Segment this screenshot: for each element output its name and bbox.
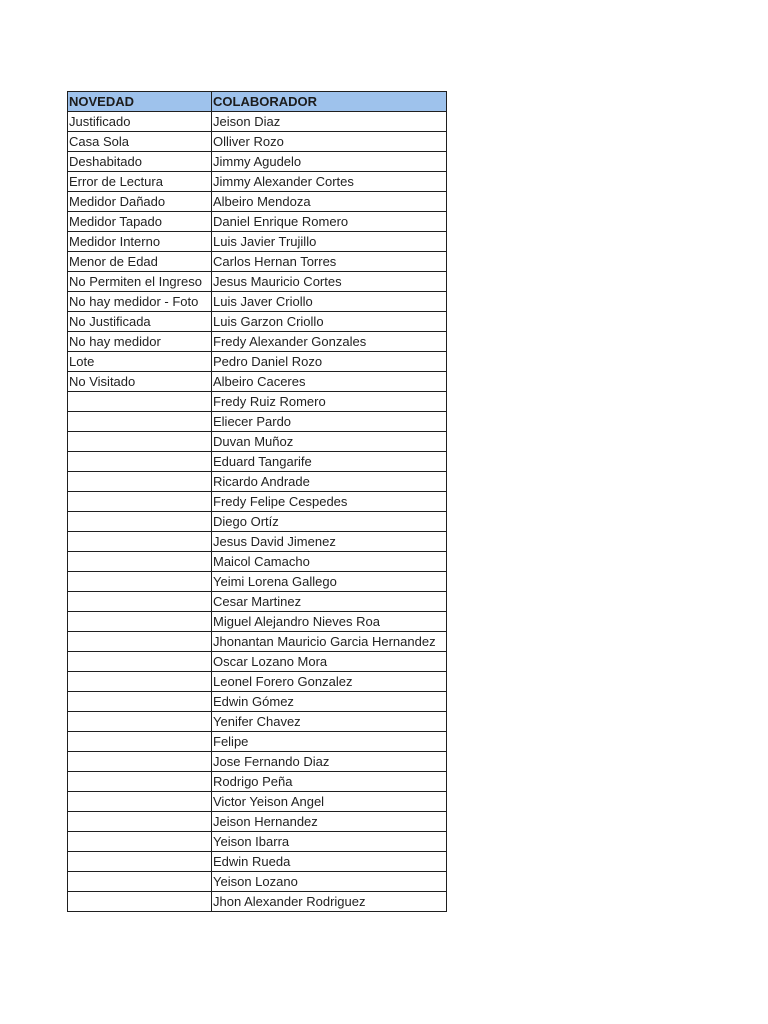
colaborador-cell[interactable]: Fredy Alexander Gonzales bbox=[212, 332, 447, 352]
table-row bbox=[68, 152, 447, 172]
table-row bbox=[68, 232, 447, 252]
colaborador-cell[interactable]: Edwin Rueda bbox=[212, 852, 447, 872]
novedad-cell[interactable]: Deshabitado bbox=[68, 152, 212, 172]
colaborador-cell[interactable]: Maicol Camacho bbox=[212, 552, 447, 572]
novedad-cell[interactable] bbox=[68, 392, 212, 412]
novedad-cell[interactable]: No Justificada bbox=[68, 312, 212, 332]
colaborador-cell[interactable]: Jeison Diaz bbox=[212, 112, 447, 132]
table-row bbox=[68, 192, 447, 212]
novedad-cell[interactable]: Lote bbox=[68, 352, 212, 372]
table-row bbox=[68, 272, 447, 292]
table-row bbox=[68, 492, 447, 512]
novedad-cell[interactable] bbox=[68, 652, 212, 672]
colaborador-cell[interactable]: Cesar Martinez bbox=[212, 592, 447, 612]
novedad-cell[interactable] bbox=[68, 452, 212, 472]
colaborador-cell[interactable]: Luis Garzon Criollo bbox=[212, 312, 447, 332]
table-row bbox=[68, 672, 447, 692]
colaborador-cell[interactable]: Rodrigo Peña bbox=[212, 772, 447, 792]
header-novedad[interactable]: NOVEDAD bbox=[68, 92, 212, 112]
novedad-cell[interactable] bbox=[68, 752, 212, 772]
colaborador-cell[interactable]: Albeiro Mendoza bbox=[212, 192, 447, 212]
table-row bbox=[68, 652, 447, 672]
colaborador-cell[interactable]: Fredy Felipe Cespedes bbox=[212, 492, 447, 512]
colaborador-cell[interactable]: Duvan Muñoz bbox=[212, 432, 447, 452]
table-row bbox=[68, 532, 447, 552]
table-row bbox=[68, 792, 447, 812]
colaborador-cell[interactable]: Miguel Alejandro Nieves Roa bbox=[212, 612, 447, 632]
colaborador-cell[interactable]: Edwin Gómez bbox=[212, 692, 447, 712]
novedad-cell[interactable] bbox=[68, 632, 212, 652]
colaborador-cell[interactable]: Yeison Lozano bbox=[212, 872, 447, 892]
table-row bbox=[68, 772, 447, 792]
colaborador-cell[interactable]: Luis Javier Trujillo bbox=[212, 232, 447, 252]
novedad-cell[interactable] bbox=[68, 692, 212, 712]
novedad-cell[interactable] bbox=[68, 792, 212, 812]
colaborador-cell[interactable]: Jhon Alexander Rodriguez bbox=[212, 892, 447, 912]
novedad-cell[interactable] bbox=[68, 592, 212, 612]
novedad-cell[interactable] bbox=[68, 732, 212, 752]
colaborador-cell[interactable]: Leonel Forero Gonzalez bbox=[212, 672, 447, 692]
colaborador-cell[interactable]: Oscar Lozano Mora bbox=[212, 652, 447, 672]
table-row bbox=[68, 732, 447, 752]
novedad-cell[interactable]: Menor de Edad bbox=[68, 252, 212, 272]
novedad-cell[interactable] bbox=[68, 492, 212, 512]
table-row bbox=[68, 392, 447, 412]
colaborador-cell[interactable]: Yenifer Chavez bbox=[212, 712, 447, 732]
novedad-cell[interactable]: Justificado bbox=[68, 112, 212, 132]
spreadsheet-table bbox=[67, 91, 447, 912]
colaborador-cell[interactable]: Jimmy Agudelo bbox=[212, 152, 447, 172]
colaborador-cell[interactable]: Jhonantan Mauricio Garcia Hernandez bbox=[212, 632, 447, 652]
table-row bbox=[68, 712, 447, 732]
table-row bbox=[68, 332, 447, 352]
table-row bbox=[68, 452, 447, 472]
table-row bbox=[68, 312, 447, 332]
novedad-cell[interactable] bbox=[68, 432, 212, 452]
novedad-cell[interactable]: No Visitado bbox=[68, 372, 212, 392]
table-row bbox=[68, 692, 447, 712]
novedad-cell[interactable] bbox=[68, 892, 212, 912]
table-row bbox=[68, 752, 447, 772]
table-row bbox=[68, 432, 447, 452]
table-row bbox=[68, 572, 447, 592]
novedad-cell[interactable] bbox=[68, 852, 212, 872]
colaborador-cell[interactable]: Daniel Enrique Romero bbox=[212, 212, 447, 232]
colaborador-cell[interactable]: Olliver Rozo bbox=[212, 132, 447, 152]
novedad-cell[interactable] bbox=[68, 412, 212, 432]
novedad-cell[interactable] bbox=[68, 872, 212, 892]
table-row bbox=[68, 112, 447, 132]
novedad-cell[interactable] bbox=[68, 772, 212, 792]
colaborador-cell[interactable]: Jimmy Alexander Cortes bbox=[212, 172, 447, 192]
novedad-cell[interactable] bbox=[68, 812, 212, 832]
novedad-cell[interactable]: Medidor Tapado bbox=[68, 212, 212, 232]
novedad-cell[interactable]: No Permiten el Ingreso bbox=[68, 272, 212, 292]
novedad-cell[interactable] bbox=[68, 672, 212, 692]
novedad-cell[interactable] bbox=[68, 552, 212, 572]
colaborador-cell[interactable]: Luis Javer Criollo bbox=[212, 292, 447, 312]
table-row bbox=[68, 552, 447, 572]
novedad-cell[interactable] bbox=[68, 612, 212, 632]
colaborador-cell[interactable]: Diego Ortíz bbox=[212, 512, 447, 532]
table-row bbox=[68, 352, 447, 372]
colaborador-cell[interactable]: Felipe bbox=[212, 732, 447, 752]
novedad-cell[interactable]: Medidor Dañado bbox=[68, 192, 212, 212]
table-row bbox=[68, 472, 447, 492]
table-row bbox=[68, 132, 447, 152]
novedad-cell[interactable] bbox=[68, 512, 212, 532]
novedad-cell[interactable] bbox=[68, 832, 212, 852]
novedad-cell[interactable]: No hay medidor bbox=[68, 332, 212, 352]
colaborador-cell[interactable]: Yeison Ibarra bbox=[212, 832, 447, 852]
colaborador-cell[interactable]: Pedro Daniel Rozo bbox=[212, 352, 447, 372]
table-row bbox=[68, 252, 447, 272]
table-row bbox=[68, 872, 447, 892]
table-row bbox=[68, 812, 447, 832]
novedad-cell[interactable]: Casa Sola bbox=[68, 132, 212, 152]
colaborador-cell[interactable]: Fredy Ruiz Romero bbox=[212, 392, 447, 412]
novedad-cell[interactable]: No hay medidor - Foto bbox=[68, 292, 212, 312]
header-colaborador[interactable]: COLABORADOR bbox=[212, 92, 447, 112]
header-row bbox=[68, 92, 447, 112]
colaborador-cell[interactable]: Jesus David Jimenez bbox=[212, 532, 447, 552]
colaborador-cell[interactable]: Jesus Mauricio Cortes bbox=[212, 272, 447, 292]
table-row bbox=[68, 892, 447, 912]
table-row bbox=[68, 632, 447, 652]
colaborador-cell[interactable]: Carlos Hernan Torres bbox=[212, 252, 447, 272]
table-row bbox=[68, 612, 447, 632]
colaborador-cell[interactable]: Jeison Hernandez bbox=[212, 812, 447, 832]
colaborador-cell[interactable]: Yeimi Lorena Gallego bbox=[212, 572, 447, 592]
table-row bbox=[68, 832, 447, 852]
colaborador-cell[interactable]: Ricardo Andrade bbox=[212, 472, 447, 492]
table-row bbox=[68, 512, 447, 532]
novedad-cell[interactable] bbox=[68, 472, 212, 492]
novedad-cell[interactable]: Error de Lectura bbox=[68, 172, 212, 192]
table-row bbox=[68, 412, 447, 432]
colaborador-cell[interactable]: Jose Fernando Diaz bbox=[212, 752, 447, 772]
table-row bbox=[68, 372, 447, 392]
colaborador-cell[interactable]: Victor Yeison Angel bbox=[212, 792, 447, 812]
colaborador-cell[interactable]: Albeiro Caceres bbox=[212, 372, 447, 392]
table-row bbox=[68, 592, 447, 612]
novedad-cell[interactable] bbox=[68, 532, 212, 552]
novedad-cell[interactable] bbox=[68, 712, 212, 732]
colaborador-cell[interactable]: Eliecer Pardo bbox=[212, 412, 447, 432]
novedad-cell[interactable] bbox=[68, 572, 212, 592]
table-row bbox=[68, 852, 447, 872]
table-row bbox=[68, 212, 447, 232]
novedad-cell[interactable]: Medidor Interno bbox=[68, 232, 212, 252]
table-row bbox=[68, 172, 447, 192]
table-row bbox=[68, 292, 447, 312]
table-body bbox=[68, 112, 447, 912]
colaborador-cell[interactable]: Eduard Tangarife bbox=[212, 452, 447, 472]
